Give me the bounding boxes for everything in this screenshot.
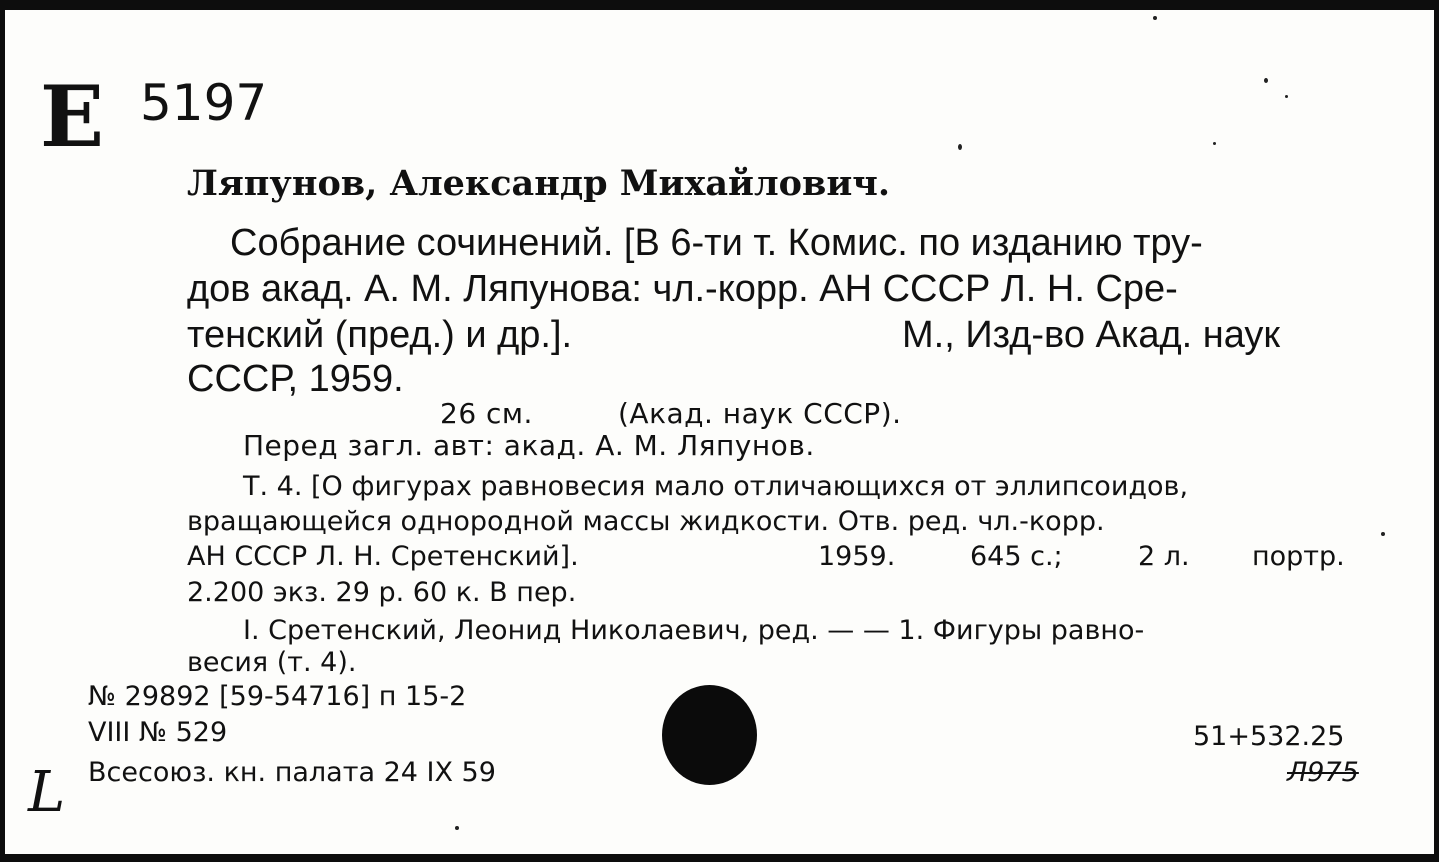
volume-pages: 645 с.; <box>970 541 1063 572</box>
volume-portrait: портр. <box>1252 541 1345 572</box>
volume-line-price: 2.200 экз. 29 р. 60 к. В пер. <box>187 577 577 608</box>
title-line-3: тенский (пред.) и др.]. <box>187 314 573 356</box>
volume-year: 1959. <box>818 541 896 572</box>
speck <box>455 826 459 830</box>
volume-plates: 2 л. <box>1138 541 1190 572</box>
classification-number: 51+532.25 <box>1193 721 1345 752</box>
speck <box>1285 95 1288 98</box>
imprint-place: М., Изд-во Акад. наук <box>902 314 1281 356</box>
footer-catalog-number: VIII № 529 <box>88 717 228 748</box>
speck <box>1153 16 1157 20</box>
title-line-1: Собрание сочинений. [В 6-ти т. Комис. по изданию тру- <box>230 222 1203 264</box>
volume-line-1: Т. 4. [О фигурах равновесия мало отличающихся от эллипсоидов, <box>243 471 1189 502</box>
title-line-2: дов акад. А. М. Ляпунова: чл.-корр. АН СССР Л. Н. Сре- <box>187 268 1178 310</box>
call-number: 5197 <box>140 74 268 132</box>
volume-line-3: АН СССР Л. Н. Сретенский]. <box>187 541 579 572</box>
speck <box>1213 142 1216 145</box>
speck <box>1264 78 1268 83</box>
note-line: Перед загл. авт: акад. А. М. Ляпунов. <box>243 429 815 462</box>
footer-publisher-note: Всесоюз. кн. палата 24 IX 59 <box>88 757 496 788</box>
tracing-line-1: I. Сретенский, Леонид Николаевич, ред. — — 1. Фигуры равно- <box>243 615 1145 646</box>
physical-description: 26 см. <box>440 397 533 430</box>
volume-line-2: вращающейся однородной массы жидкости. Отв. ред. чл.-корр. <box>187 506 1105 537</box>
call-letter: Е <box>40 67 105 166</box>
series-statement: (Акад. наук СССР). <box>618 397 902 430</box>
tracing-line-2: весия (т. 4). <box>187 647 357 678</box>
title-line-5: СССР, 1959. <box>187 358 404 400</box>
author-sign: Л975 <box>1287 757 1359 788</box>
author-heading: Ляпунов, Александр Михайлович. <box>187 163 891 204</box>
speck <box>958 144 962 150</box>
punch-hole <box>662 685 757 785</box>
handwritten-mark: L <box>28 760 66 825</box>
footer-record-number: № 29892 [59-54716] п 15-2 <box>88 681 467 712</box>
speck <box>1381 532 1385 536</box>
